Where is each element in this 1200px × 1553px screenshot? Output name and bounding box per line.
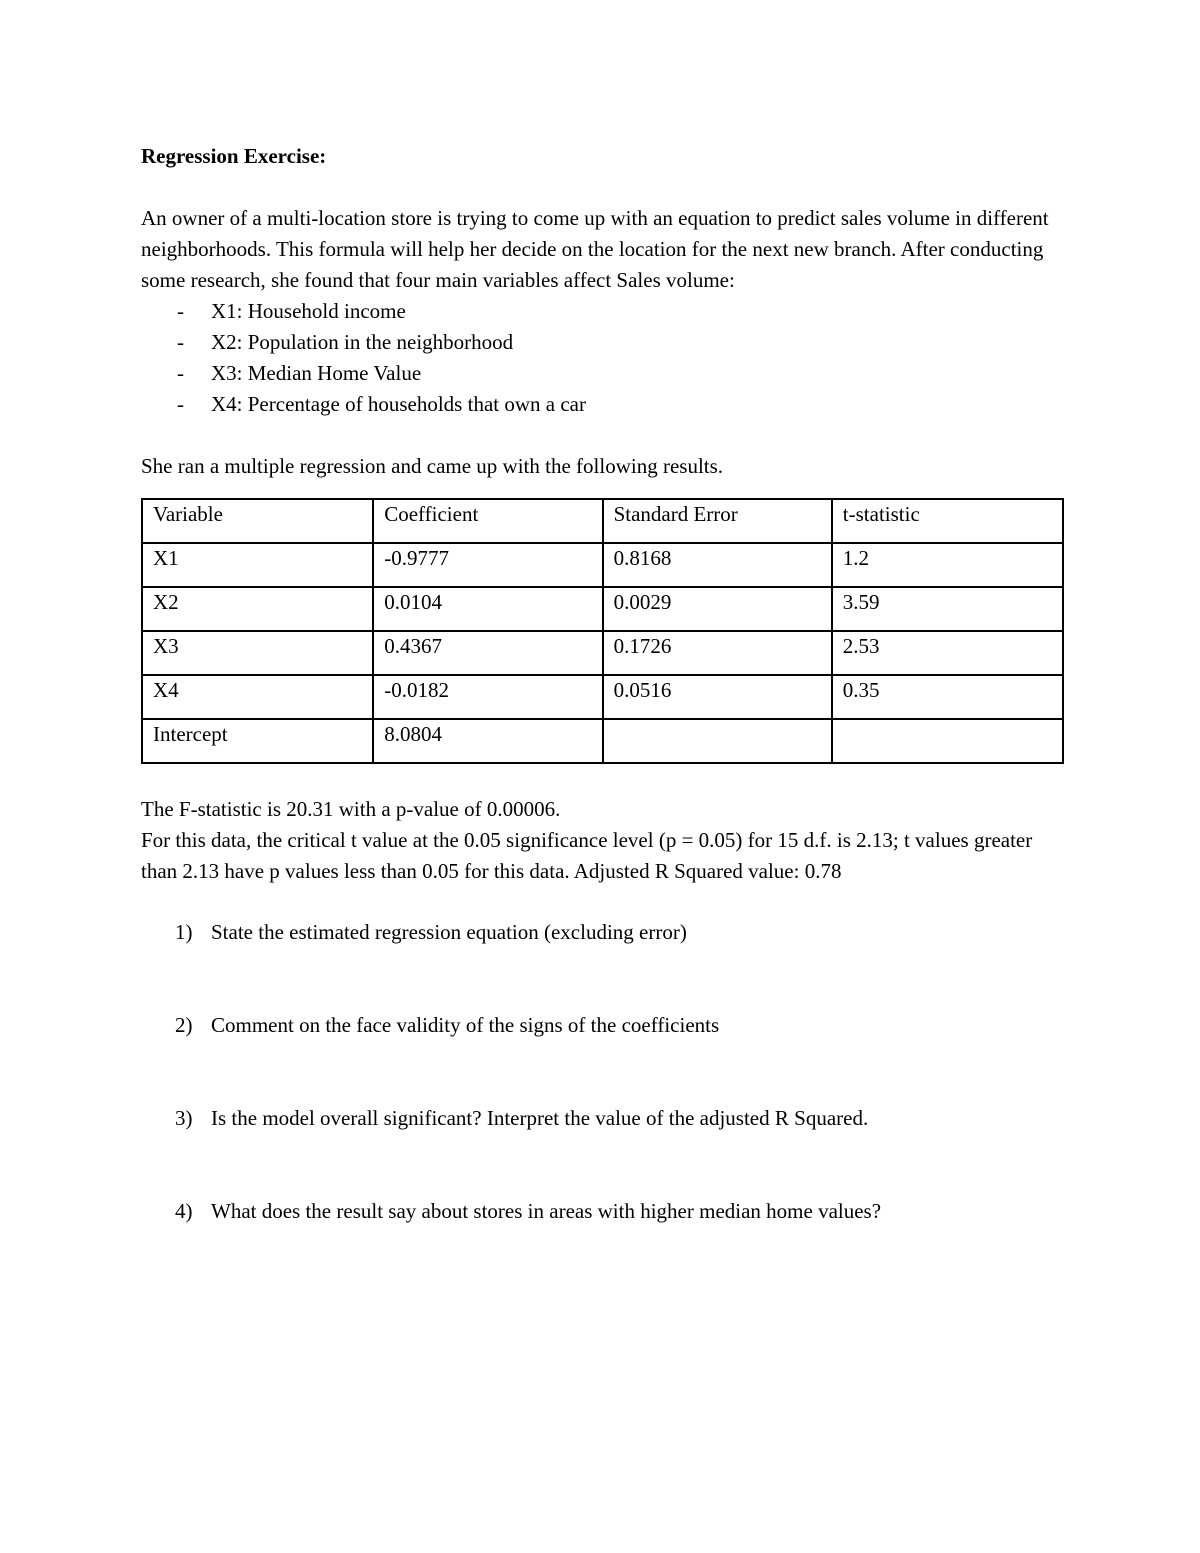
table-cell: 0.4367 bbox=[373, 631, 602, 675]
question-text: Is the model overall significant? Interpret the value of the adjusted R Squared. bbox=[211, 1106, 869, 1130]
table-cell: 0.0516 bbox=[603, 675, 832, 719]
list-item bbox=[141, 327, 1066, 358]
question-number: 2) bbox=[175, 1013, 193, 1037]
question-item bbox=[141, 1010, 1066, 1103]
critical-value-paragraph: For this data, the critical t value at the 0.05 significance level (p = 0.05) for 15 d.f. is 2.13; t values greater than 2.13 have p values less than 0.05 for this data. Adjusted R Squared value: 0.78 bbox=[141, 828, 1033, 883]
table-cell: 8.0804 bbox=[373, 719, 602, 763]
table-header-cell: Standard Error bbox=[603, 499, 832, 543]
table-cell: 0.0029 bbox=[603, 587, 832, 631]
regression-intro: She ran a multiple regression and came up with the following results. bbox=[141, 454, 724, 478]
list-bullet: - bbox=[177, 330, 184, 354]
spacer bbox=[141, 172, 1066, 203]
spacer bbox=[141, 420, 1066, 451]
intro-paragraph: An owner of a multi-location store is trying to come up with an equation to predict sales volume in different neighborhoods. This formula will help her decide on the location for the next new branch. After conducting some research, she found that four main variables affect Sales volume: bbox=[141, 206, 1049, 292]
table-cell bbox=[832, 719, 1063, 763]
variable-list bbox=[141, 296, 1066, 420]
question-item bbox=[141, 1196, 1066, 1289]
question-number: 4) bbox=[175, 1199, 193, 1223]
table-cell: 0.35 bbox=[832, 675, 1063, 719]
table-header-row bbox=[142, 499, 1063, 543]
question-item bbox=[141, 917, 1066, 1010]
table-cell: 0.8168 bbox=[603, 543, 832, 587]
regression-results-table bbox=[141, 498, 1064, 764]
f-statistic-line: The F-statistic is 20.31 with a p-value of 0.00006. bbox=[141, 797, 561, 821]
table-row bbox=[142, 631, 1063, 675]
question-text: What does the result say about stores in areas with higher median home values? bbox=[211, 1199, 882, 1223]
question-number: 1) bbox=[175, 920, 193, 944]
table-cell: 0.0104 bbox=[373, 587, 602, 631]
question-text: Comment on the face validity of the signs of the coefficients bbox=[211, 1013, 720, 1037]
list-item-text: X3: Median Home Value bbox=[211, 361, 422, 385]
table-header-cell: t-statistic bbox=[832, 499, 1063, 543]
table-row bbox=[142, 719, 1063, 763]
question-list bbox=[141, 917, 1066, 1289]
table-cell: X2 bbox=[142, 587, 373, 631]
question-text: State the estimated regression equation (excluding error) bbox=[211, 920, 687, 944]
document-page bbox=[141, 141, 1066, 1289]
table-cell: -0.9777 bbox=[373, 543, 602, 587]
table-cell: X4 bbox=[142, 675, 373, 719]
table-row bbox=[142, 543, 1063, 587]
table-header-cell: Coefficient bbox=[373, 499, 602, 543]
list-item bbox=[141, 389, 1066, 420]
table-cell: X3 bbox=[142, 631, 373, 675]
list-item-text: X1: Household income bbox=[211, 299, 406, 323]
list-item-text: X2: Population in the neighborhood bbox=[211, 330, 514, 354]
table-cell: -0.0182 bbox=[373, 675, 602, 719]
table-row bbox=[142, 587, 1063, 631]
table-cell: 0.1726 bbox=[603, 631, 832, 675]
table-cell: Intercept bbox=[142, 719, 373, 763]
table-cell: 1.2 bbox=[832, 543, 1063, 587]
question-item bbox=[141, 1103, 1066, 1196]
table-cell: 2.53 bbox=[832, 631, 1063, 675]
table-cell: X1 bbox=[142, 543, 373, 587]
list-item-text: X4: Percentage of households that own a car bbox=[211, 392, 586, 416]
table-cell bbox=[603, 719, 832, 763]
table-cell: 3.59 bbox=[832, 587, 1063, 631]
list-item bbox=[141, 358, 1066, 389]
list-item bbox=[141, 296, 1066, 327]
question-number: 3) bbox=[175, 1106, 193, 1130]
list-bullet: - bbox=[177, 392, 184, 416]
table-header-cell: Variable bbox=[142, 499, 373, 543]
list-bullet: - bbox=[177, 361, 184, 385]
list-bullet: - bbox=[177, 299, 184, 323]
document-title: Regression Exercise: bbox=[141, 144, 327, 168]
table-row bbox=[142, 675, 1063, 719]
